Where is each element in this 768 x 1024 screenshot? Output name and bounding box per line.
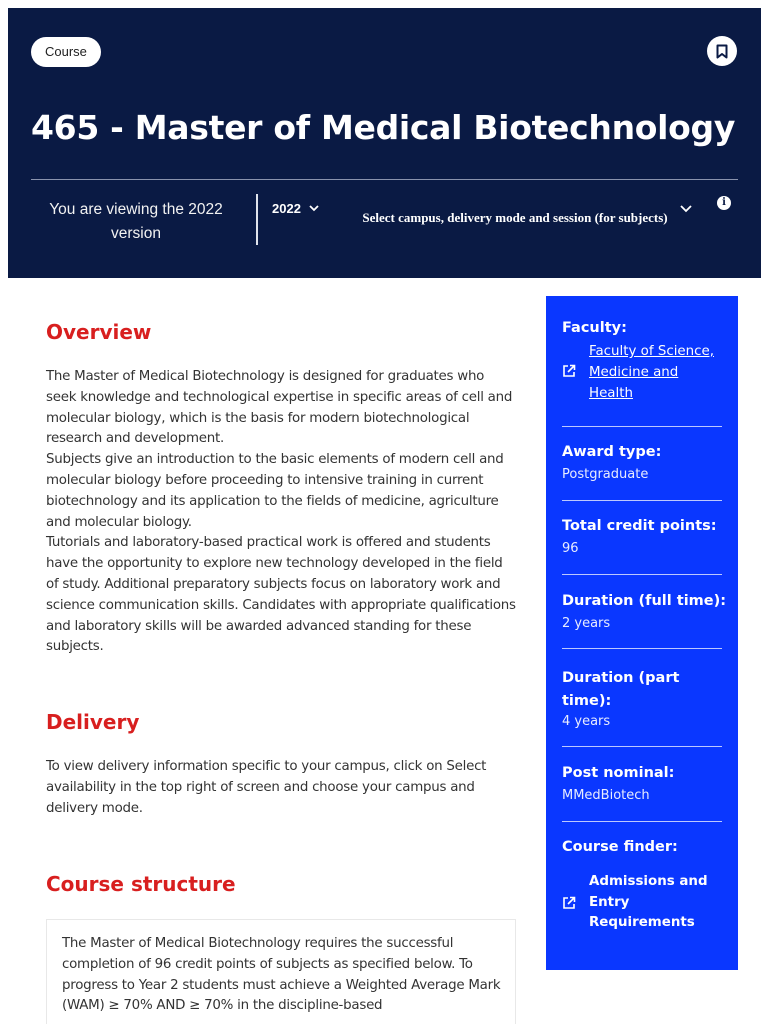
- post-nominal-value: MMedBiotech: [562, 788, 650, 803]
- faculty-label: Faculty:: [562, 320, 627, 336]
- overview-paragraph-1: The Master of Medical Biotechnology is designed for graduates who seek knowledge and technological expertise in specific areas of cell and molecular biology, which is the basis for modern biotechnological research and development.: [46, 369, 513, 447]
- sidebar-divider: [562, 500, 722, 501]
- faculty-link[interactable]: Faculty of Science, Medicine and Health: [589, 344, 715, 401]
- overview-paragraph-2: Subjects give an introduction to the basic elements of modern cell and molecular biology before proceeding to intensive training in current biotechnology and its application to the fields of medicine, agriculture and molecular biology.: [46, 452, 504, 530]
- year-select-value: 2022: [272, 201, 301, 216]
- award-type-label: Award type:: [562, 444, 662, 460]
- course-details-sidebar: [546, 296, 738, 970]
- duration-full-label: Duration (full time):: [562, 593, 727, 609]
- chevron-down-icon: [309, 205, 319, 212]
- credit-points-value: 96: [562, 541, 579, 556]
- duration-part-value: 4 years: [562, 714, 611, 729]
- bookmark-button[interactable]: [707, 36, 737, 66]
- delivery-text: To view delivery information specific to your campus, click on Select availability in the top right of screen and choose your campus and delivery mode.: [46, 759, 487, 816]
- duration-full-value: 2 years: [562, 616, 611, 631]
- overview-text: [46, 367, 518, 658]
- delivery-heading: Delivery: [46, 710, 140, 734]
- course-structure-text: The Master of Medical Biotechnology requires the successful completion of 96 credit points of subjects as specified below. To progress to Year 2 students must achieve a Weighted Average Mark (WAM) ≥ 70% AND ≥ 70% in the discipline-based: [62, 936, 501, 1014]
- course-type-badge: Course: [31, 37, 101, 67]
- sidebar-divider: [562, 574, 722, 575]
- course-structure-heading: Course structure: [46, 872, 236, 896]
- sidebar-divider: [562, 746, 722, 747]
- vertical-divider: [256, 194, 258, 245]
- credit-points-label: Total credit points:: [562, 518, 717, 534]
- external-link-icon: [562, 896, 576, 910]
- sidebar-divider: [562, 648, 722, 649]
- post-nominal-label: Post nominal:: [562, 765, 675, 781]
- page-title: 465 - Master of Medical Biotechnology: [31, 108, 736, 147]
- overview-paragraph-3: Tutorials and laboratory-based practical work is offered and students have the opportunity to explore new technology developed in the field of study. Additional preparatory subjects focus on laboratory work and science communication skills. Candidates with appropriate qualifications and laboratory skills will be awarded advanced standing for these subjects.: [46, 535, 516, 655]
- course-header: [8, 8, 761, 278]
- overview-heading: Overview: [46, 320, 152, 344]
- admissions-link[interactable]: Admissions and Entry Requirements: [589, 874, 708, 930]
- version-notice: You are viewing the 2022 version: [49, 201, 223, 242]
- award-type-value: Postgraduate: [562, 467, 649, 482]
- year-select[interactable]: [272, 201, 319, 216]
- chevron-down-icon[interactable]: [680, 205, 692, 213]
- header-divider: [31, 179, 738, 180]
- bookmark-icon: [716, 44, 728, 59]
- sidebar-divider: [562, 426, 722, 427]
- info-icon[interactable]: i: [717, 196, 731, 210]
- external-link-icon: [562, 364, 576, 378]
- course-finder-label: Course finder:: [562, 839, 678, 855]
- campus-select[interactable]: Select campus, delivery mode and session (for subjects): [362, 210, 668, 225]
- duration-part-label: Duration (part time):: [562, 670, 680, 709]
- sidebar-divider: [562, 821, 722, 822]
